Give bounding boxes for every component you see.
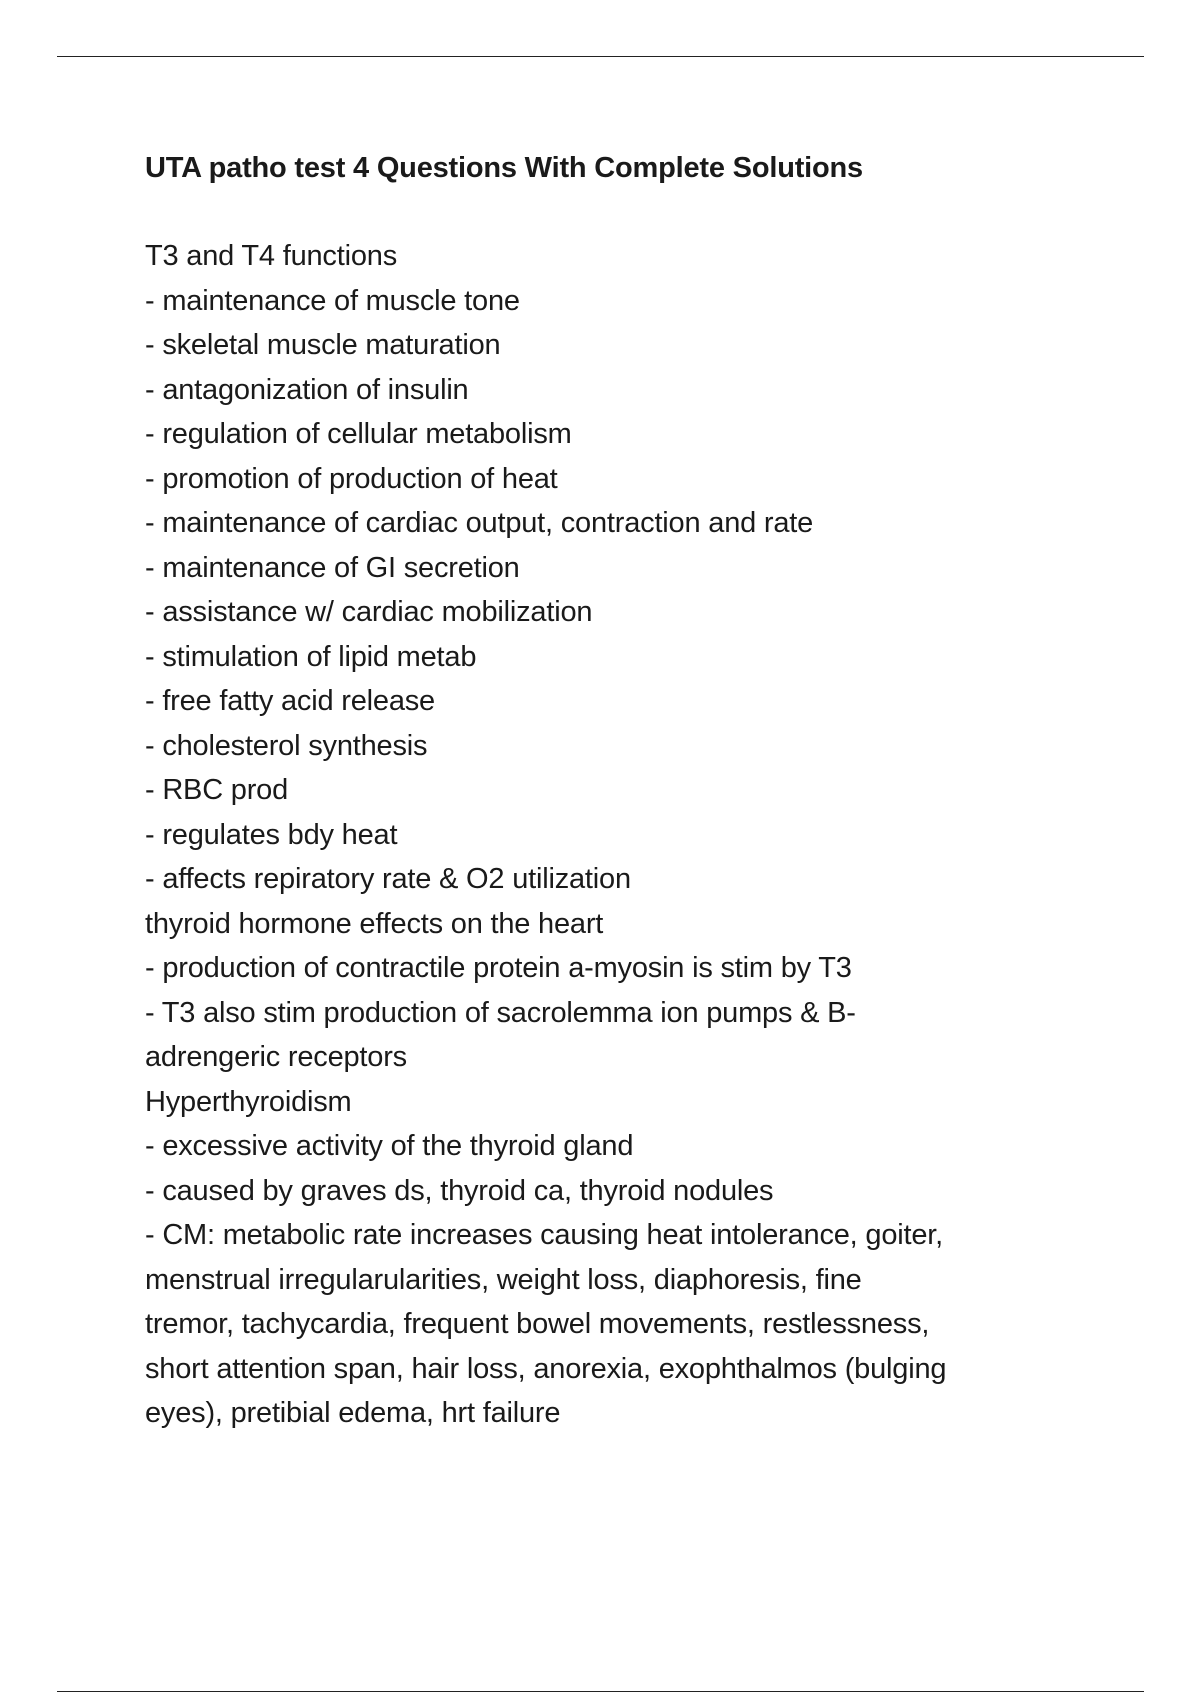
document-body [145,146,1105,1436]
text-line: - maintenance of cardiac output, contraction and rate [145,507,814,539]
text-line: eyes), pretibial edema, hrt failure [145,1397,561,1429]
text-line: - skeletal muscle maturation [145,329,501,361]
text-line: - cholesterol synthesis [145,729,428,762]
text-line: - promotion of production of heat [145,462,558,495]
text-line: - production of contractile protein a-myosin is stim by T3 [145,952,852,984]
text-line: menstrual irregularularities, weight loss, diaphoresis, fine [145,1263,862,1296]
text-line: - affects repiratory rate & O2 utilization [145,863,631,895]
text-line: - maintenance of muscle tone [145,284,520,317]
text-line: - stimulation of lipid metab [145,640,477,673]
text-line: adrengeric receptors [145,1041,407,1073]
text-line: - T3 also stim production of sacrolemma ion pumps & B- [145,996,856,1029]
text-line: - maintenance of GI secretion [145,551,520,584]
text-line: - free fatty acid release [145,685,435,717]
text-line: Hyperthyroidism [145,1085,352,1118]
document-title: UTA patho test 4 Questions With Complete Solutions [145,152,863,184]
text-line: T3 and T4 functions [145,240,397,272]
text-line: - assistance w/ cardiac mobilization [145,596,593,628]
text-line: - antagonization of insulin [145,373,469,406]
text-line: thyroid hormone effects on the heart [145,907,604,940]
text-line: - RBC prod [145,774,289,806]
bottom-divider [57,1691,1144,1692]
text-line: - caused by graves ds, thyroid ca, thyroid nodules [145,1174,774,1207]
text-line: - CM: metabolic rate increases causing heat intolerance, goiter, [145,1219,943,1251]
text-line: - excessive activity of the thyroid gland [145,1130,634,1162]
text-line: short attention span, hair loss, anorexia, exophthalmos (bulging [145,1352,947,1385]
text-line: tremor, tachycardia, frequent bowel movements, restlessness, [145,1308,930,1340]
text-line: - regulation of cellular metabolism [145,418,572,450]
top-divider [57,56,1144,57]
text-line: - regulates bdy heat [145,818,398,851]
document-text [145,234,1105,1436]
